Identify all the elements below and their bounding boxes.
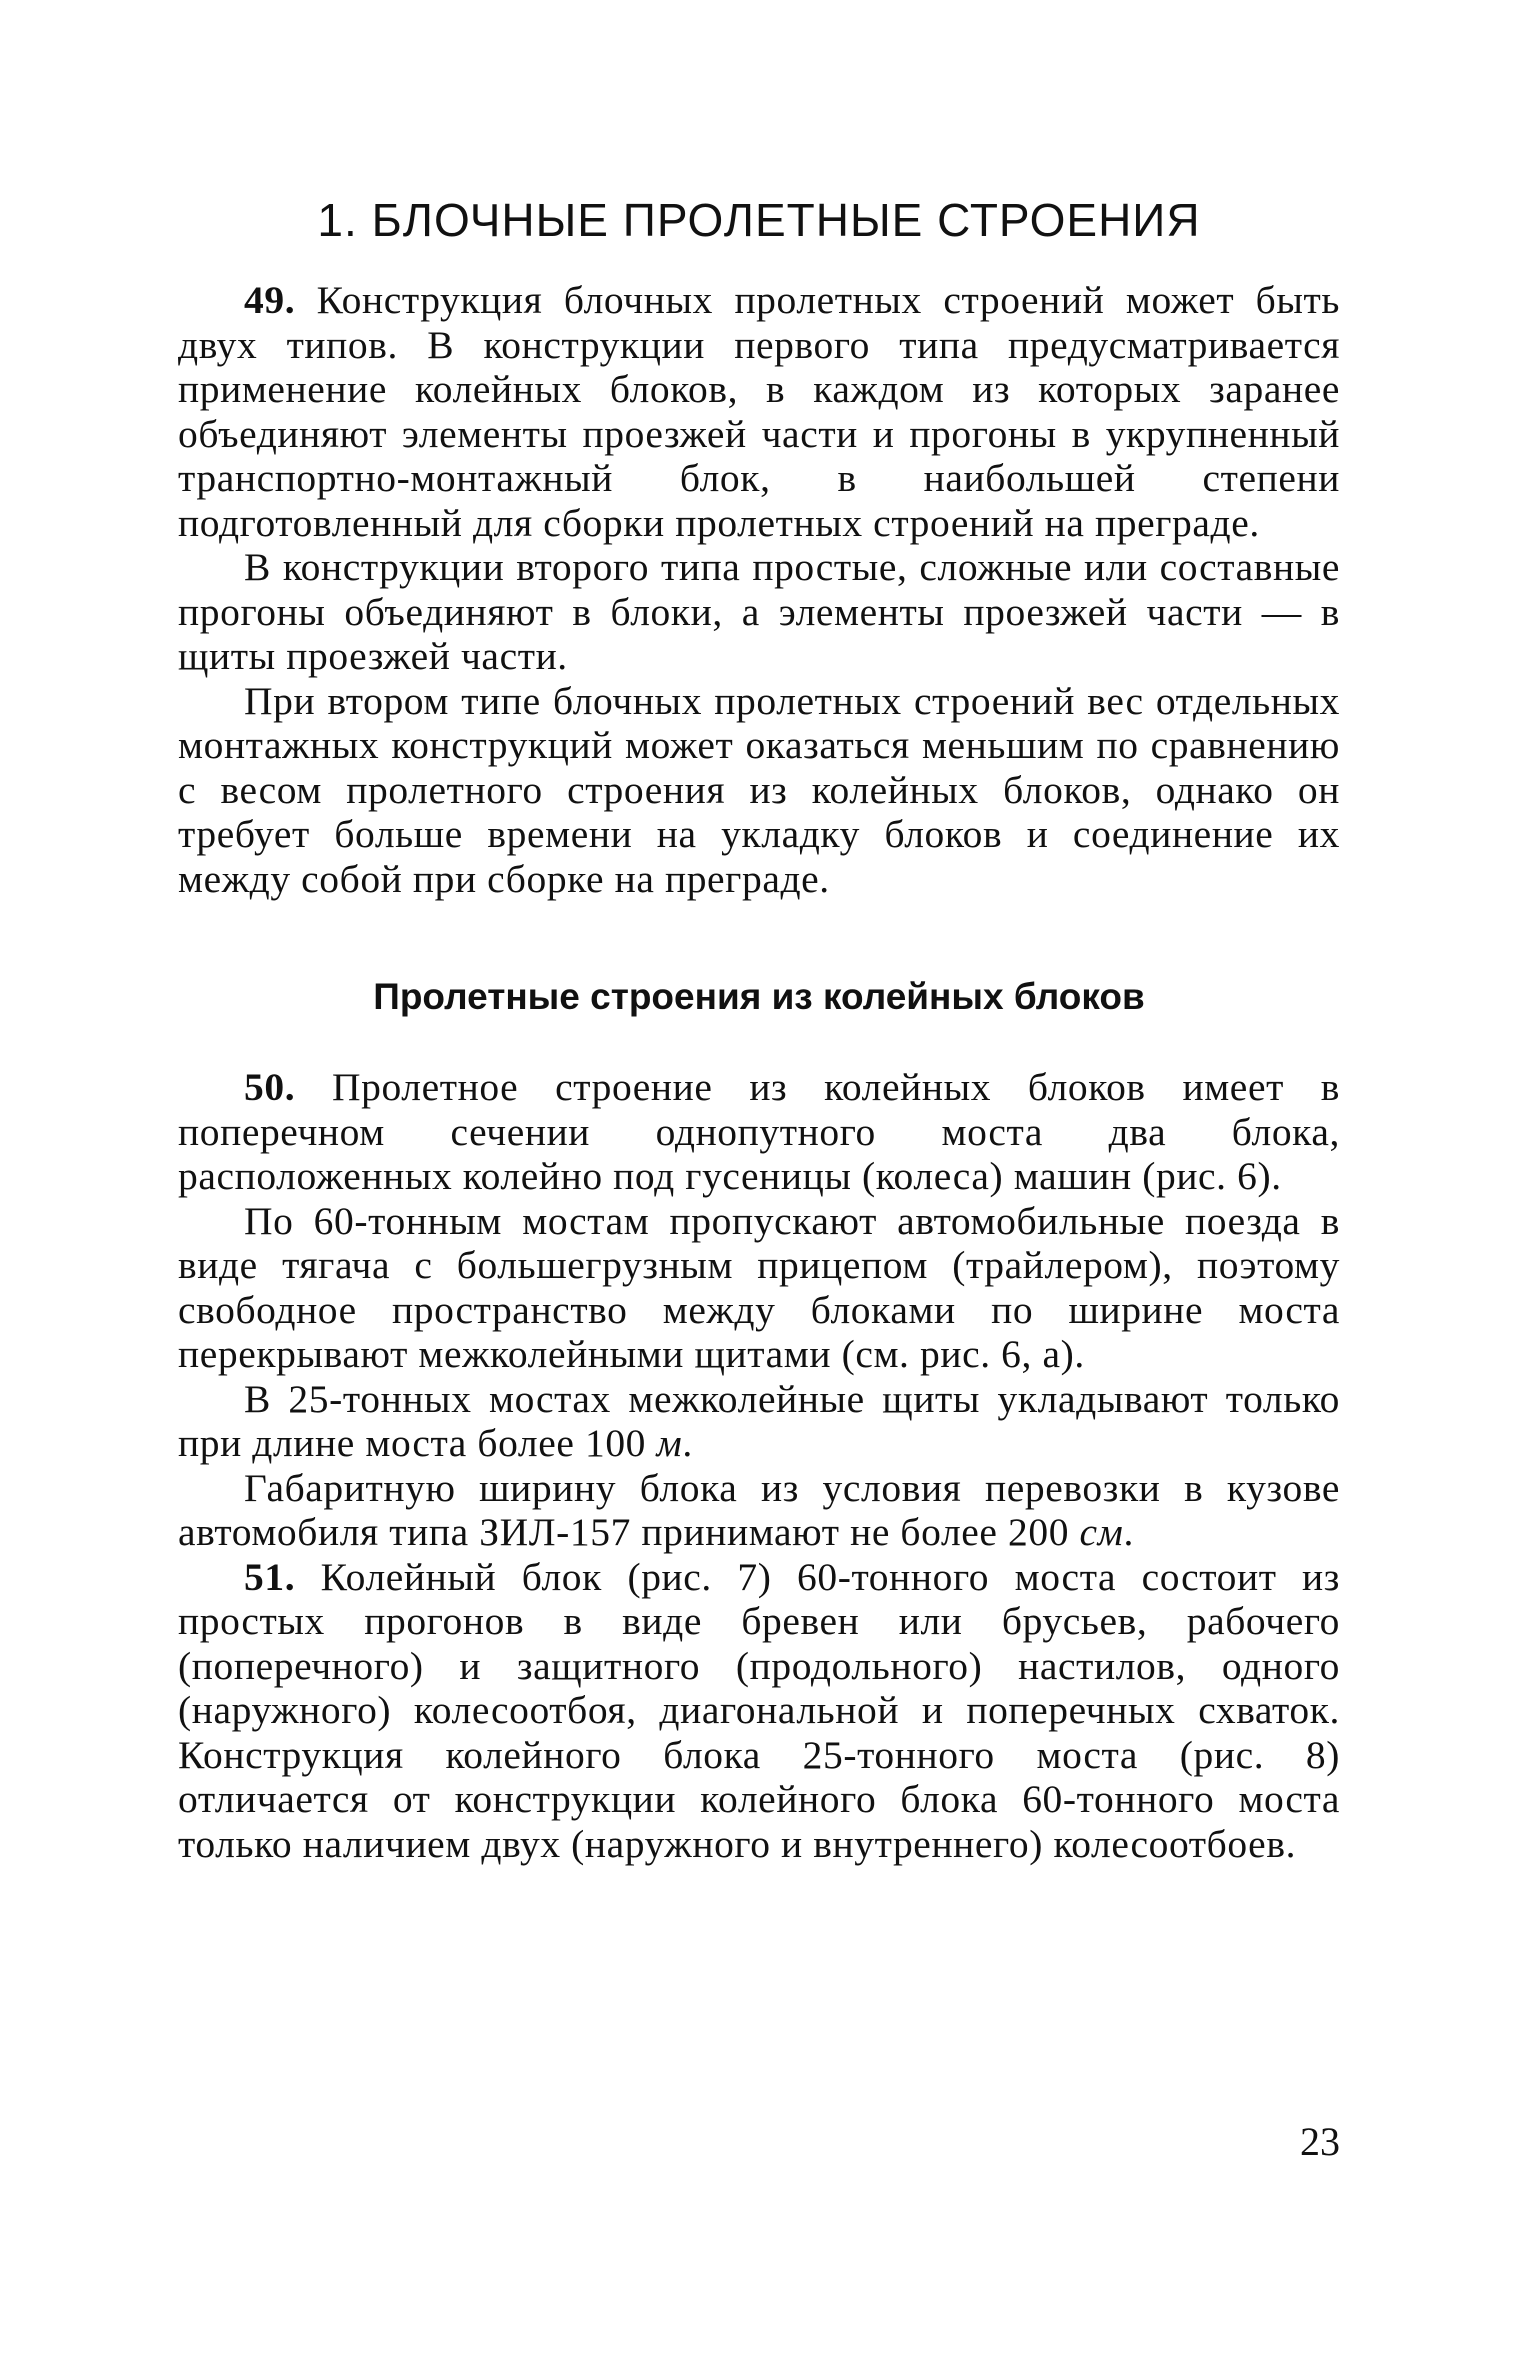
paragraph bbox=[178, 545, 1340, 679]
paragraph-text: Габаритную ширину блока из условия перевозки в кузове автомобиля типа ЗИЛ-157 принимают не более 200 bbox=[178, 1465, 1340, 1554]
paragraph-text: Колейный блок (рис. 7) 60-тонного моста состоит из простых прогонов в виде бревен или брусьев, рабочего (поперечного) и защитного (продольного) настилов, одного (наружного) колесоотбоя, диагональной и поперечных схваток. Конструкция колейного блока 25-тонного моста (рис. 8) отличается от конструкции колейного блока 60-тонного моста только наличием двух (наружного и внутреннего) колесоотбоев. bbox=[178, 1554, 1340, 1866]
paragraph-tail: . bbox=[682, 1421, 693, 1465]
unit-label: см bbox=[1079, 1510, 1124, 1554]
paragraph-tail: . bbox=[1123, 1510, 1134, 1554]
section-title: 1. БЛОЧНЫЕ ПРОЛЕТНЫЕ СТРОЕНИЯ bbox=[317, 194, 1201, 246]
paragraph-number: 49. bbox=[244, 278, 296, 322]
paragraph bbox=[178, 278, 1340, 545]
unit-label: м bbox=[656, 1421, 683, 1465]
subheading: Пролетные строения из колейных блоков bbox=[373, 976, 1145, 1017]
paragraph-text: В конструкции второго типа простые, сложные или составные прогоны объединяют в блоки, а элементы проезжей части — в щиты проезжей части. bbox=[178, 545, 1340, 678]
paragraph bbox=[178, 1199, 1340, 1377]
paragraph-number: 51. bbox=[244, 1554, 296, 1599]
paragraph-text: По 60-тонным мостам пропускают автомобильные поезда в виде тягача с большегрузным прицепом (трайлером), поэтому свободное пространство между блоками по ширине моста перекрывают межколейными щитами (см. рис. 6, а). bbox=[178, 1198, 1340, 1376]
paragraph bbox=[178, 1065, 1340, 1199]
paragraph bbox=[178, 1466, 1340, 1555]
page-number: 23 bbox=[1300, 2119, 1340, 2164]
paragraph-number: 50. bbox=[244, 1065, 296, 1109]
paragraph bbox=[178, 1555, 1340, 1867]
paragraph-text: При втором типе блочных пролетных строений вес отдельных монтажных конструкций может оказаться меньшим по сравнению с весом пролетного строения из колейных блоков, однако он требует больше времени на укладку блоков и соединение их между собой при сборке на преграде. bbox=[178, 678, 1340, 901]
paragraph-text: В 25-тонных мостах межколейные щиты укладывают только при длине моста более 100 bbox=[178, 1376, 1340, 1465]
paragraph-text: Пролетное строение из колейных блоков имеет в поперечном сечении однопутного моста два блока, расположенных колейно под гусеницы (колеса) машин (рис. 6). bbox=[178, 1065, 1340, 1198]
paragraph bbox=[178, 679, 1340, 902]
paragraph-group-1 bbox=[178, 278, 1340, 901]
paragraph-group-2 bbox=[178, 1065, 1340, 1866]
paragraph-text: Конструкция блочных пролетных строений может быть двух типов. В конструкции первого типа предусматривается применение колейных блоков, в каждом из которых заранее объединяют элементы проезжей части и прогоны в укрупненный транспортно-монтажный блок, в наибольшей степени подготовленный для сборки пролетных строений на преграде. bbox=[178, 278, 1340, 545]
paragraph bbox=[178, 1377, 1340, 1466]
page-body bbox=[178, 190, 1340, 1866]
